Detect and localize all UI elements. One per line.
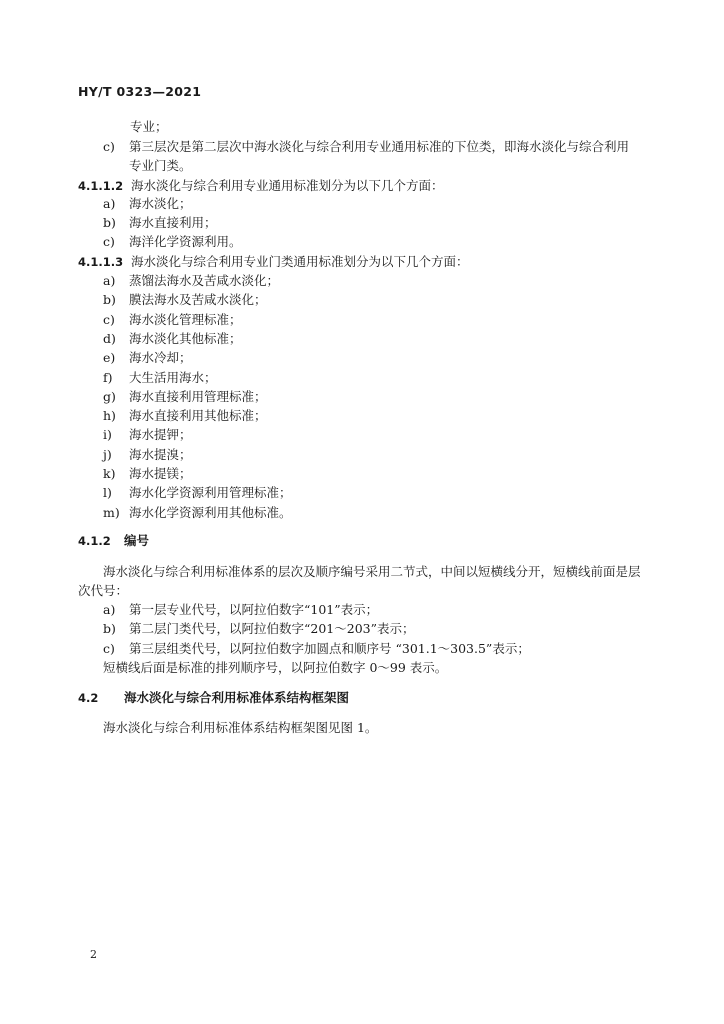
list-label: d)	[103, 330, 116, 346]
list-label: a)	[103, 196, 116, 211]
clause-4-1-1-3	[78, 254, 469, 270]
list-label: f)	[103, 369, 113, 385]
list-item	[103, 350, 192, 366]
list-item	[103, 485, 292, 501]
list-label: b)	[103, 292, 116, 308]
clause-number: 4.1.1.2	[78, 179, 124, 193]
list-label: l)	[103, 485, 112, 501]
list-label: g)	[103, 388, 116, 404]
clause-title: 海水淡化与综合利用标准体系结构框架图	[124, 690, 350, 705]
list-text: 蒸馏法海水及苦咸水淡化；	[129, 273, 280, 288]
paragraph: 海水淡化与综合利用标准体系的层次及顺序编号采用二节式，中间以短横线分开，短横线前面是层	[103, 564, 641, 579]
page-number: 2	[90, 948, 97, 961]
list-text: 第一层专业代号，以阿拉伯数字“101”表示；	[129, 602, 379, 617]
list-label: c)	[103, 311, 115, 327]
list-item	[103, 447, 192, 463]
list-label: c)	[103, 139, 115, 154]
list-item	[103, 408, 267, 424]
list-item	[103, 196, 192, 212]
list-label: c)	[103, 234, 115, 249]
list-item	[103, 215, 217, 231]
list-text: 大生活用海水；	[129, 369, 217, 385]
clause-number: 4.1.1.3	[78, 255, 124, 269]
list-item	[103, 312, 242, 328]
list-text: 第三层组类代号，以阿拉伯数字加圆点和顺序号 “301.1～303.5”表示；	[129, 640, 530, 656]
list-text: 海水提镁；	[129, 466, 192, 481]
list-item	[103, 641, 530, 657]
clause-number: 4.1.2	[78, 534, 111, 548]
list-text: 海水直接利用其他标准；	[129, 408, 267, 424]
paragraph: 短横线后面是标准的排列顺序号，以阿拉伯数字 0～99 表示。	[103, 660, 448, 675]
list-text: 海洋化学资源利用。	[129, 234, 242, 249]
list-text: 海水直接利用管理标准；	[129, 388, 267, 404]
clause-4-1-1-2	[78, 178, 444, 194]
clause-text: 海水淡化与综合利用专业门类通用标准划分为以下几个方面：	[131, 254, 469, 269]
standard-code-header: HY/T 0323—2021	[78, 84, 202, 99]
list-label: e)	[103, 350, 116, 366]
list-label: m)	[103, 504, 120, 520]
list-label: j)	[103, 446, 112, 462]
list-text: 海水直接利用；	[129, 215, 217, 230]
list-item	[103, 234, 242, 250]
list-item	[103, 273, 279, 289]
clause-number: 4.2	[78, 691, 99, 705]
list-item	[103, 621, 415, 637]
list-label: i)	[103, 427, 112, 443]
clause-title: 编号	[124, 533, 150, 548]
list-text: 海水提钾；	[129, 427, 192, 443]
list-item	[103, 466, 192, 482]
list-item	[103, 505, 292, 521]
list-text: 海水提溴；	[129, 446, 192, 462]
list-text: 海水化学资源利用管理标准；	[129, 485, 292, 501]
list-item	[103, 427, 192, 443]
list-label: k)	[103, 466, 116, 481]
list-text: 海水冷却；	[129, 350, 192, 366]
list-text: 第三层次是第二层次中海水淡化与综合利用专业通用标准的下位类，即海水淡化与综合利用	[129, 139, 630, 154]
paragraph-continuation: 次代号：	[78, 583, 129, 598]
list-item	[103, 139, 629, 155]
list-item	[103, 389, 267, 405]
list-label: b)	[103, 215, 116, 230]
clause-4-2	[78, 690, 349, 706]
list-label: c)	[103, 640, 115, 656]
list-text: 第二层门类代号，以阿拉伯数字“201～203”表示；	[129, 621, 415, 637]
list-text: 膜法海水及苦咸水淡化；	[129, 292, 267, 308]
list-item	[103, 602, 378, 618]
list-text: 海水化学资源利用其他标准。	[129, 504, 292, 520]
list-item-continuation: 专业门类。	[129, 158, 192, 173]
list-item	[103, 331, 242, 347]
list-text: 海水淡化管理标准；	[129, 311, 242, 327]
continued-text: 专业；	[130, 119, 168, 134]
list-label: b)	[103, 621, 116, 637]
clause-4-1-2	[78, 533, 149, 549]
clause-text: 海水淡化与综合利用专业通用标准划分为以下几个方面：	[131, 178, 444, 193]
list-text: 海水淡化其他标准；	[129, 330, 242, 346]
list-item	[103, 370, 217, 386]
paragraph: 海水淡化与综合利用标准体系结构框架图见图 1。	[103, 720, 378, 735]
list-text: 海水淡化；	[129, 196, 192, 211]
list-item	[103, 292, 267, 308]
list-label: a)	[103, 602, 116, 617]
list-label: h)	[103, 408, 116, 424]
list-label: a)	[103, 273, 116, 288]
